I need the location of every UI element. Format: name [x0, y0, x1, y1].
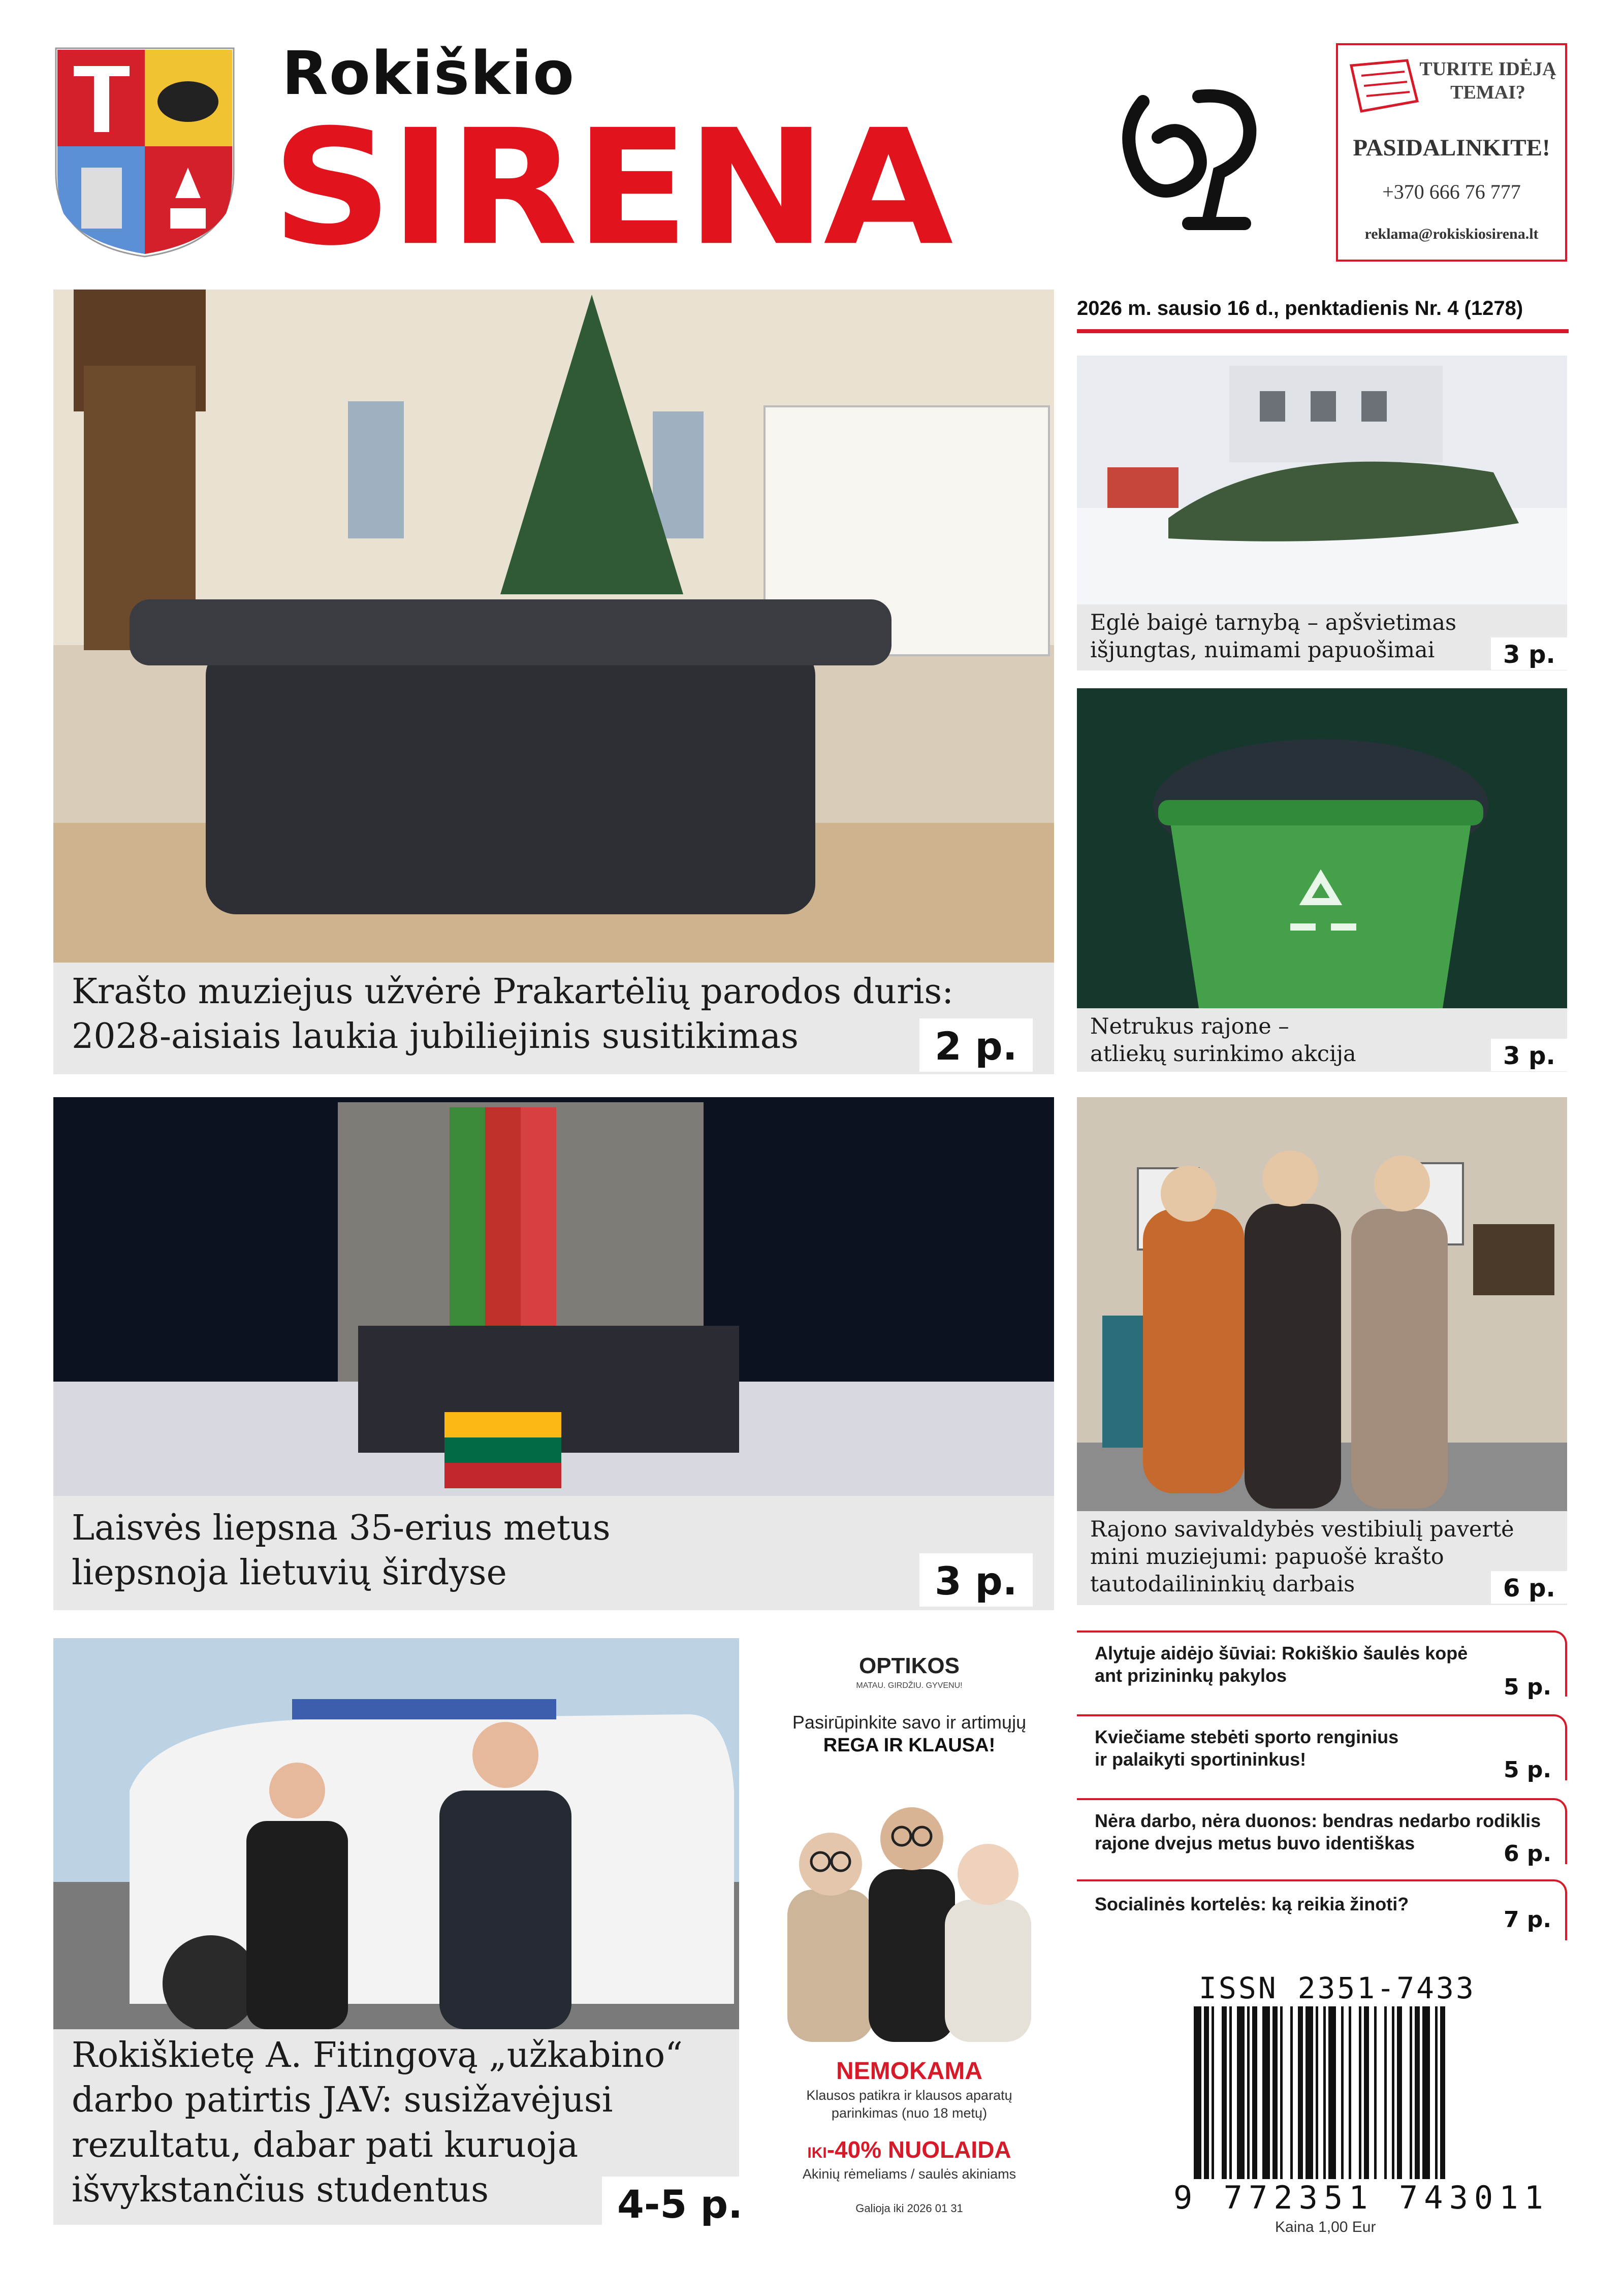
teaser-shooting-line-1: Alytuje aidėjo šūviai: Rokiškio šaulės kopė [1095, 1643, 1468, 1664]
ad-headline-2: REGA IR KLAUSA! [823, 1735, 996, 1756]
idea-promo-box [1336, 43, 1567, 262]
barcode-bar [1364, 2006, 1369, 2179]
fitingova-title-line-3: rezultatu, dabar pati kuruoja [72, 2125, 579, 2165]
waste-page-ref[interactable]: 3 p. [1491, 1039, 1568, 1071]
municipality-title-line-2: mini muziejumi: papuošė krašto [1090, 1544, 1444, 1570]
barcode-bar [1237, 2006, 1245, 2179]
fitingova-title-line-2: darbo patirtis JAV: susižavėjusi [72, 2080, 613, 2121]
barcode-bar [1435, 2006, 1438, 2179]
teaser-social-cards[interactable] [1077, 1879, 1567, 1940]
ad-free-desc-1: Klausos patikra ir klausos aparatų [806, 2088, 1012, 2103]
teaser-sports-line-1: Kviečiame stebėti sporto renginius [1095, 1727, 1399, 1747]
barcode-bar [1316, 2006, 1318, 2179]
barcode-bar [1328, 2006, 1336, 2179]
museum-title-line-2: 2028-aisiais laukia jubiliejinis susitikimas [72, 1016, 799, 1057]
teaser-shooting-line-2: ant prizininkų pakylos [1095, 1665, 1287, 1686]
barcode-bar [1252, 2006, 1257, 2179]
masthead-subtitle: Rokiškio [282, 38, 576, 108]
fitingova-title-line-4: išvykstančius studentus [72, 2170, 489, 2211]
museum-page-ref[interactable]: 2 p. [919, 1018, 1033, 1072]
teaser-unemployment-page[interactable]: 6 p. [1504, 1841, 1552, 1867]
waste-title-line-1: Netrukus rajone – [1090, 1014, 1289, 1039]
promo-phone[interactable]: +370 666 76 777 [1382, 180, 1521, 203]
tree-title-line-1: Eglė baigė tarnybą – apšvietimas [1090, 610, 1457, 635]
ad-free-desc-2: parinkimas (nuo 18 metų) [831, 2105, 988, 2121]
barcode-bar [1323, 2006, 1326, 2179]
issue-date-line: 2026 m. sausio 16 d., penktadienis Nr. 4 (1278) [1077, 297, 1523, 319]
promo-line-1: TURITE IDĖJĄ [1419, 58, 1556, 80]
barcode-bar [1290, 2006, 1293, 2179]
fitingova-title-line-1: Rokiškietę A. Fitingovą „užkabino“ [72, 2035, 683, 2075]
masthead-title: SIRENA [272, 95, 950, 281]
liberty-title-line-2: liepsnoja lietuvių širdyse [72, 1553, 507, 1593]
fitingova-page-ref[interactable]: 4-5 p. [602, 2177, 758, 2230]
barcode-bar [1194, 2006, 1201, 2179]
cover-price: Kaina 1,00 Eur [1275, 2219, 1376, 2235]
barcode-bar [1440, 2006, 1445, 2179]
teaser-unemployment-line-2: rajone dvejus metus buvo identiškas [1095, 1833, 1415, 1853]
barcode-bar [1204, 2006, 1209, 2179]
municipality-title-line-3: tautodailininkių darbais [1090, 1571, 1355, 1597]
teaser-unemployment[interactable] [1077, 1798, 1567, 1867]
municipality-page-ref[interactable]: 6 p. [1491, 1571, 1568, 1604]
teaser-sports-page[interactable]: 5 p. [1504, 1757, 1552, 1783]
tree-title-line-2: išjungtas, nuimami papuošimai [1090, 637, 1435, 663]
promo-line-2: TEMAI? [1450, 82, 1525, 103]
ad-headline-1: Pasirūpinkite savo ir artimųjų [792, 1712, 1027, 1733]
barcode-image [1189, 2006, 1554, 2184]
optics-advertisement[interactable] [762, 1638, 1057, 2227]
issn-number: ISSN 2351-7433 [1199, 1971, 1476, 2005]
ad-discount-desc: Akinių rėmeliams / saulės akiniams [802, 2166, 1016, 2182]
barcode-bar [1374, 2006, 1377, 2179]
issue-rule [1077, 329, 1569, 333]
teaser-social-page[interactable]: 7 p. [1504, 1907, 1552, 1933]
recycle-bin-photo[interactable] [1077, 688, 1567, 1008]
museum-title-line-1: Krašto muziejus užvėrė Prakartėlių parodos duris: [72, 972, 954, 1012]
municipality-title-line-1: Rajono savivaldybės vestibiulį pavertė [1090, 1517, 1514, 1542]
barcode-bar [1229, 2006, 1232, 2179]
teaser-unemployment-line-1: Nėra darbo, nėra duonos: bendras nedarbo rodiklis [1095, 1810, 1541, 1831]
teaser-shooting-page[interactable]: 5 p. [1504, 1674, 1552, 1700]
barcode-bar [1222, 2006, 1227, 2179]
promo-share: PASIDALINKITE! [1353, 135, 1550, 161]
waste-title-line-2: atliekų surinkimo akcija [1090, 1041, 1356, 1067]
barcode-bar [1272, 2006, 1278, 2179]
liberty-page-ref[interactable]: 3 p. [919, 1553, 1033, 1607]
teaser-social-line-1: Socialinės kortelės: ką reikia žinoti? [1095, 1894, 1409, 1914]
promo-email[interactable]: reklama@rokiskiosirena.lt [1364, 226, 1539, 242]
fitingova-photo[interactable] [53, 1638, 739, 2029]
ad-discount [762, 2136, 1057, 2163]
barcode-bar [1349, 2006, 1351, 2179]
barcode-bar [1298, 2006, 1303, 2179]
teaser-sports[interactable] [1077, 1714, 1567, 1783]
barcode-bar [1280, 2006, 1283, 2179]
municipality-exhibit-photo[interactable] [1077, 1097, 1567, 1511]
ad-brand: OPTIKOS [858, 1653, 960, 1678]
barcode-bar [1422, 2006, 1430, 2179]
liberty-caption[interactable] [53, 1496, 1054, 1610]
liberty-flame-photo[interactable] [53, 1097, 1054, 1496]
barcode-bar [1359, 2006, 1361, 2179]
ad-discount-prefix: IKI [807, 2145, 827, 2161]
barcode-bar [1410, 2006, 1412, 2179]
barcode-bar [1247, 2006, 1250, 2179]
ad-models-image [782, 1778, 1036, 2042]
museum-caption[interactable] [53, 963, 1054, 1074]
teaser-sports-line-2: ir palaikyti sportininkus! [1095, 1749, 1307, 1770]
ad-discount-value: -40% NUOLAIDA [826, 2136, 1011, 2163]
christmas-tree-photo[interactable] [1077, 356, 1567, 604]
ad-free-label: NEMOKAMA [836, 2058, 982, 2085]
ean-number: 9 772351 743011 [1173, 2179, 1549, 2216]
barcode-bar [1415, 2006, 1420, 2179]
teaser-shooting[interactable] [1077, 1630, 1567, 1700]
coat-of-arms [53, 46, 236, 259]
barcode-bar [1262, 2006, 1270, 2179]
newspaper-icon [1346, 55, 1422, 116]
barcode-bar [1212, 2006, 1214, 2179]
barcode-bar [1305, 2006, 1313, 2179]
barcode-bar [1392, 2006, 1394, 2179]
barcode-bar [1397, 2006, 1402, 2179]
ad-brand-tagline: MATAU. GIRDŽIU. GYVENU! [856, 1681, 963, 1690]
museum-group-photo[interactable] [53, 290, 1054, 963]
newspaper-emblem [1112, 71, 1265, 234]
liberty-title-line-1: Laisvės liepsna 35-erius metus [72, 1508, 611, 1548]
barcode-bar [1384, 2006, 1387, 2179]
barcode-bar [1341, 2006, 1344, 2179]
ad-validity: Galioja iki 2026 01 31 [855, 2202, 963, 2215]
tree-page-ref[interactable]: 3 p. [1491, 637, 1568, 670]
